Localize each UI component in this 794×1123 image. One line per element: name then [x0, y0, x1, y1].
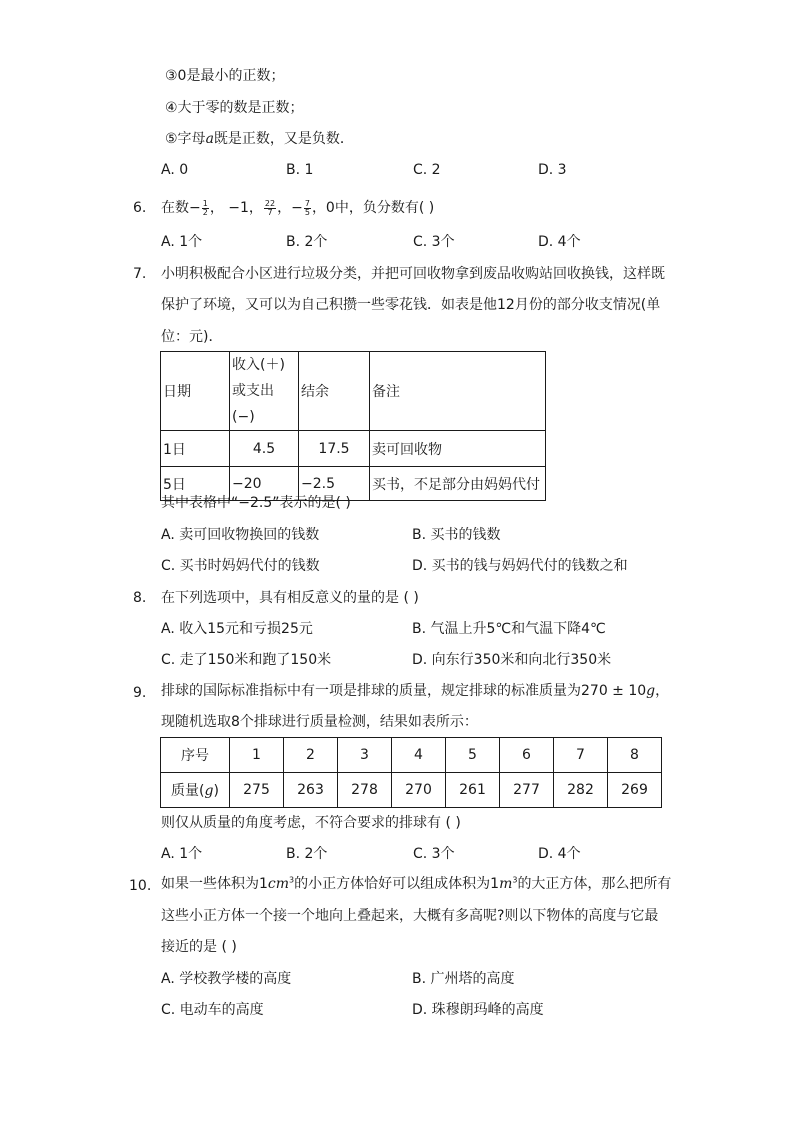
q10-option-d[interactable]: D. 珠穆朗玛峰的高度 [412, 1002, 544, 1018]
q10-exp-1: 3 [289, 875, 295, 885]
q9-mass-cell: 263 [284, 773, 338, 808]
q7-header-date: 日期 [161, 352, 230, 431]
q7-header-note: 备注 [370, 352, 546, 431]
q7-number: 7. [133, 266, 147, 282]
q9-table-row-mass [161, 773, 662, 808]
q6-option-b[interactable]: B. 2个 [286, 234, 328, 250]
q9-mass-cell: 261 [446, 773, 500, 808]
q9-stem-unit: g [646, 683, 656, 699]
q10-unit-cm: cm [267, 876, 290, 892]
q7-table-header-row [161, 352, 546, 431]
q7-cell-note: 买书，不足部分由妈妈代付 [370, 467, 546, 501]
q6-option-a[interactable]: A. 1个 [161, 234, 203, 250]
q6-frac3-sign: − [291, 200, 303, 216]
q9-row-label-mass-unit: g [204, 783, 214, 799]
q6-frac2 [264, 200, 276, 217]
q9-option-d[interactable]: D. 4个 [538, 846, 581, 862]
q5-item-5-post: 既是正数，又是负数． [213, 131, 354, 147]
q7-cell-date: 1日 [161, 431, 230, 467]
q6-frac2-num: 22 [264, 198, 276, 208]
q9-stem-line-1 [161, 681, 669, 701]
q9-id-cell: 8 [608, 738, 662, 773]
q7-cell-balance: −2.5 [299, 467, 370, 501]
q10-stem-line-3: 接近的是 ( ) [161, 939, 237, 955]
q5-option-d[interactable]: D. 3 [538, 162, 567, 178]
q8-stem: 在下列选项中，具有相反意义的量的是 ( ) [161, 590, 419, 606]
q7-header-income-expense [230, 352, 299, 431]
q8-number: 8. [133, 590, 147, 606]
q7-option-b[interactable]: B. 买书的钱数 [412, 527, 501, 543]
q9-stem-line-1-text: 排球的国际标准指标中有一项是排球的质量，规定排球的标准质量为270 ± 10 [161, 683, 647, 699]
q7-cell-amount: 4.5 [230, 431, 299, 467]
q6-sep2: ， [277, 200, 292, 216]
q5-item-5-pre: ⑤字母 [165, 131, 206, 147]
q9-number: 9. [133, 685, 147, 701]
q6-option-c[interactable]: C. 3个 [413, 234, 455, 250]
q9-id-cell: 4 [392, 738, 446, 773]
q5-option-c[interactable]: C. 2 [413, 162, 441, 178]
q10-number: 10. [129, 878, 152, 894]
q7-cell-note: 卖可回收物 [370, 431, 546, 467]
q7-header-balance: 结余 [299, 352, 370, 431]
q9-mass-cell: 282 [554, 773, 608, 808]
q7-table-row [161, 431, 546, 467]
q8-option-a[interactable]: A. 收入15元和亏损25元 [161, 621, 313, 637]
q9-mass-cell: 269 [608, 773, 662, 808]
q10-exp-2: 3 [512, 875, 518, 885]
q10-unit-m: m [499, 876, 513, 892]
q7-option-a[interactable]: A. 卖可回收物换回的钱数 [161, 527, 320, 543]
q9-stem-line-2: 现随机选取8个排球进行质量检测，结果如表所示： [161, 714, 478, 730]
q10-option-c[interactable]: C. 电动车的高度 [161, 1002, 264, 1018]
q5-option-b[interactable]: B. 1 [286, 162, 314, 178]
q5-item-4: ④大于零的数是正数； [165, 100, 304, 116]
q9-row-label-id: 序号 [161, 738, 230, 773]
q5-option-a[interactable]: A. 0 [161, 162, 189, 178]
q8-option-b[interactable]: B. 气温上升5℃和气温下降4℃ [412, 621, 606, 637]
q10-option-a[interactable]: A. 学校教学楼的高度 [161, 971, 292, 987]
q7-header-expense: 或支出(−) [232, 383, 274, 425]
q7-option-c[interactable]: C. 买书时妈妈代付的钱数 [161, 558, 320, 574]
q5-item-5-var: a [205, 131, 214, 147]
q5-item-5 [165, 129, 354, 149]
q6-frac3-num: 7 [304, 198, 310, 208]
q10-option-b[interactable]: B. 广州塔的高度 [412, 971, 515, 987]
q9-id-cell: 2 [284, 738, 338, 773]
q7-stem-line-1: 小明积极配合小区进行垃圾分类，并把可回收物拿到废品收购站回收换钱，这样既 [161, 266, 665, 282]
q6-sep1: ， −1， [209, 200, 263, 216]
q6-frac2-den: 7 [267, 207, 273, 217]
q9-mass-cell: 277 [500, 773, 554, 808]
q6-stem-post: ，0中，负分数有( ) [311, 200, 435, 216]
q6-number: 6. [133, 200, 147, 216]
q9-table [160, 737, 662, 808]
q6-frac1-num: 1 [202, 198, 208, 208]
q6-stem [161, 196, 434, 220]
q7-table [160, 351, 546, 501]
q6-stem-pre: 在数 [161, 200, 189, 216]
q9-id-cell: 1 [230, 738, 284, 773]
q9-option-c[interactable]: C. 3个 [413, 846, 455, 862]
q9-row-label-mass [161, 773, 230, 808]
q9-option-a[interactable]: A. 1个 [161, 846, 203, 862]
q6-frac1 [202, 200, 209, 217]
q8-option-d[interactable]: D. 向东行350米和向北行350米 [412, 652, 612, 668]
q6-frac3-den: 5 [304, 207, 310, 217]
q7-header-income: 收入(＋) [232, 357, 285, 373]
q9-mass-cell: 270 [392, 773, 446, 808]
q9-row-label-mass-close: ) [213, 783, 219, 799]
q10-stem-line-1 [161, 874, 671, 894]
q7-cell-date: 5日 [161, 467, 230, 501]
q9-id-cell: 3 [338, 738, 392, 773]
q6-frac1-sign: − [189, 200, 201, 216]
q9-mass-cell: 275 [230, 773, 284, 808]
q7-option-d[interactable]: D. 买书的钱与妈妈代付的钱数之和 [412, 558, 628, 574]
q9-mass-cell: 278 [338, 773, 392, 808]
q7-cell-amount: −20 [230, 467, 299, 501]
q6-option-d[interactable]: D. 4个 [538, 234, 581, 250]
q6-frac1-den: 2 [202, 207, 208, 217]
q9-question: 则仅从质量的角度考虑，不符合要求的排球有 ( ) [161, 815, 461, 831]
q9-id-cell: 7 [554, 738, 608, 773]
q5-item-3: ③0是最小的正数； [165, 68, 285, 84]
q10-stem-part-b: 的小正方体恰好可以组成体积为1 [294, 876, 500, 892]
q7-stem-line-3: 位：元)． [161, 329, 223, 345]
q9-id-cell: 5 [446, 738, 500, 773]
q9-table-row-id [161, 738, 662, 773]
q9-row-label-mass-text: 质量( [171, 783, 205, 799]
q7-stem-line-2: 保护了环境，又可以为自己积攒一些零花钱．如表是他12月份的部分收支情况(单 [161, 297, 661, 313]
q10-stem-part-c: 的大正方体，那么把所有 [517, 876, 672, 892]
q9-option-b[interactable]: B. 2个 [286, 846, 328, 862]
q8-option-c[interactable]: C. 走了150米和跑了150米 [161, 652, 332, 668]
q9-stem-line-1-end: ， [655, 683, 670, 699]
q7-question: 其中表格中“−2.5”表示的是( ) [161, 495, 351, 511]
q9-id-cell: 6 [500, 738, 554, 773]
q10-stem-line-2: 这些小正方体一个接一个地向上叠起来，大概有多高呢?则以下物体的高度与它最 [161, 908, 659, 924]
q7-cell-balance: 17.5 [299, 431, 370, 467]
q6-frac3 [304, 200, 311, 217]
q10-stem-part-a: 如果一些体积为1 [161, 876, 268, 892]
